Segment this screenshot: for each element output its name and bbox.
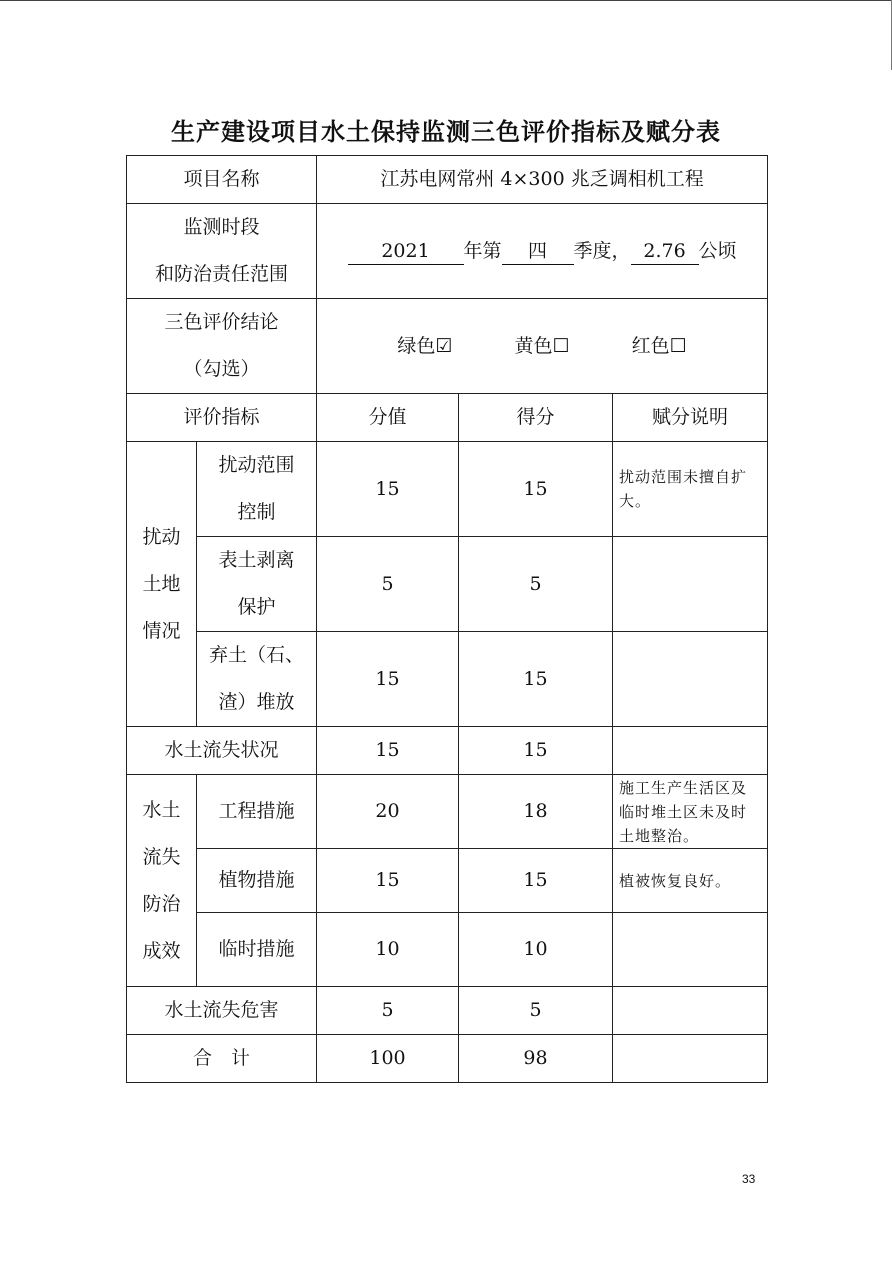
score-value-cell: 15 <box>317 632 459 727</box>
score-value-cell: 15 <box>317 442 459 537</box>
score-cell: 10 <box>459 913 613 987</box>
indicator-name <box>197 537 317 632</box>
disturbance-group-label <box>127 442 197 727</box>
header-score: 得分 <box>459 394 613 442</box>
table-row <box>127 537 768 632</box>
period-area: 2.76 <box>631 238 699 265</box>
period-label-line2: 和防治责任范围 <box>155 263 289 285</box>
top-border-line <box>0 0 892 1</box>
score-value-cell: 5 <box>317 537 459 632</box>
total-label: 合 计 <box>127 1035 317 1083</box>
score-cell: 5 <box>459 537 613 632</box>
conclusion-label-line2: （勾选） <box>183 358 260 380</box>
score-cell: 15 <box>459 727 613 775</box>
project-name: 江苏电网常州 4×300 兆乏调相机工程 <box>317 156 768 204</box>
score-cell: 15 <box>459 849 613 913</box>
yellow-checkbox[interactable]: 黄色☐ <box>514 334 570 357</box>
table-row <box>127 727 768 775</box>
indicator-name-line1: 扰动范围 <box>218 454 295 476</box>
evaluation-table <box>126 155 768 1083</box>
page-title: 生产建设项目水土保持监测三色评价指标及赋分表 <box>171 118 721 146</box>
page-number: 33 <box>742 1172 756 1186</box>
note-cell: 施工生产生活区及临时堆土区未及时土地整治。 <box>613 775 768 849</box>
period-year: 2021 <box>348 238 464 265</box>
indicator-name-line2: 控制 <box>237 501 276 523</box>
period-year-text: 年第 <box>463 239 502 262</box>
prevention-group-line: 水土 <box>142 798 181 821</box>
table-row <box>127 775 768 849</box>
project-row <box>127 156 768 204</box>
note-cell <box>613 913 768 987</box>
indicator-name: 水土流失危害 <box>127 987 317 1035</box>
indicator-name <box>197 442 317 537</box>
indicator-name-line2: 渣）堆放 <box>218 691 295 713</box>
note-cell: 植被恢复良好。 <box>613 849 768 913</box>
note-cell <box>613 632 768 727</box>
score-value-cell: 5 <box>317 987 459 1035</box>
project-label: 项目名称 <box>127 156 317 204</box>
score-value-cell: 15 <box>317 727 459 775</box>
period-quarter-text: 季度， <box>573 239 631 262</box>
table-row <box>127 987 768 1035</box>
period-quarter: 四 <box>502 238 574 265</box>
header-row <box>127 394 768 442</box>
total-row <box>127 1035 768 1083</box>
red-checkbox[interactable]: 红色☐ <box>631 334 687 357</box>
indicator-name-line2: 保护 <box>237 596 276 618</box>
note-cell <box>613 537 768 632</box>
note-cell: 扰动范围未擅自扩大。 <box>613 442 768 537</box>
score-cell: 15 <box>459 632 613 727</box>
note-cell <box>613 727 768 775</box>
green-checkbox[interactable]: 绿色☑ <box>397 334 453 357</box>
indicator-name: 水土流失状况 <box>127 727 317 775</box>
score-cell: 5 <box>459 987 613 1035</box>
score-value-cell: 20 <box>317 775 459 849</box>
indicator-name: 工程措施 <box>197 775 317 849</box>
indicator-name-line1: 弃土（石、 <box>209 644 305 666</box>
disturbance-group-line: 土地 <box>142 572 181 595</box>
total-value: 100 <box>317 1035 459 1083</box>
disturbance-group-line: 情况 <box>142 619 181 642</box>
prevention-group-line: 成效 <box>142 939 181 962</box>
table-row <box>127 442 768 537</box>
note-cell <box>613 987 768 1035</box>
period-row <box>127 204 768 299</box>
period-label <box>127 204 317 299</box>
prevention-group-line: 流失 <box>142 845 181 868</box>
score-cell: 18 <box>459 775 613 849</box>
conclusion-options <box>317 299 768 394</box>
table-row <box>127 849 768 913</box>
header-indicator: 评价指标 <box>127 394 317 442</box>
period-value <box>317 204 768 299</box>
conclusion-label <box>127 299 317 394</box>
conclusion-label-line1: 三色评价结论 <box>164 311 279 333</box>
indicator-name: 临时措施 <box>197 913 317 987</box>
prevention-group-line: 防治 <box>142 892 181 915</box>
score-cell: 15 <box>459 442 613 537</box>
score-value-cell: 10 <box>317 913 459 987</box>
note-cell <box>613 1035 768 1083</box>
indicator-name <box>197 632 317 727</box>
period-area-unit: 公顷 <box>698 239 737 262</box>
indicator-name: 植物措施 <box>197 849 317 913</box>
period-label-line1: 监测时段 <box>183 216 260 238</box>
disturbance-group-line: 扰动 <box>142 525 181 548</box>
header-note: 赋分说明 <box>613 394 768 442</box>
score-value-cell: 15 <box>317 849 459 913</box>
prevention-group-label <box>127 775 197 987</box>
conclusion-row <box>127 299 768 394</box>
header-score-value: 分值 <box>317 394 459 442</box>
table-row <box>127 913 768 987</box>
table-row <box>127 632 768 727</box>
total-score: 98 <box>459 1035 613 1083</box>
indicator-name-line1: 表土剥离 <box>218 549 295 571</box>
